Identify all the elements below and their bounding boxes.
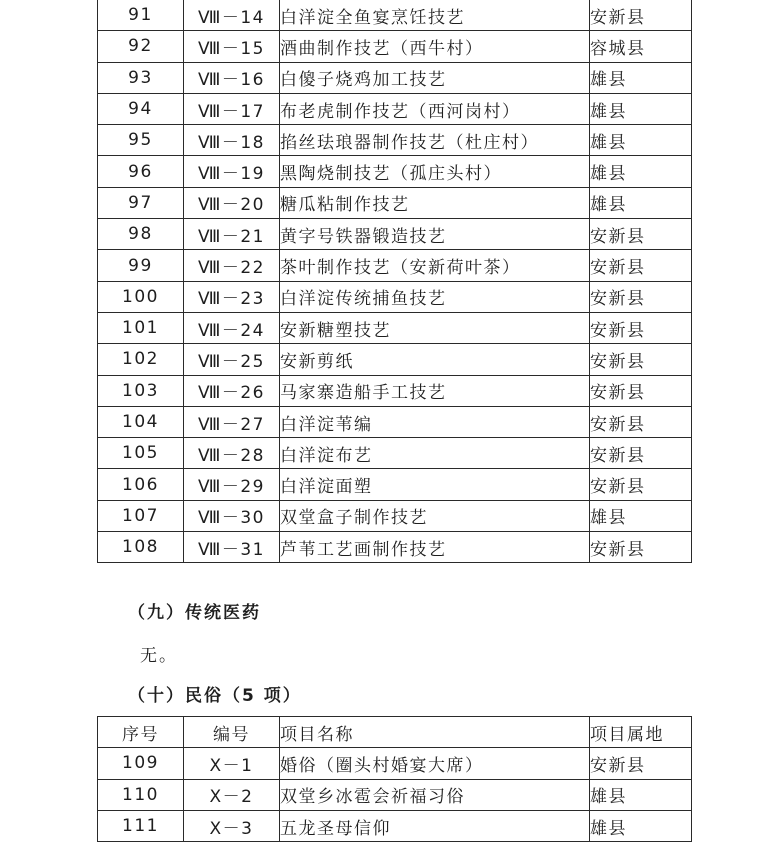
cell-no: 92 [98, 31, 184, 62]
cell-no: 104 [98, 406, 184, 437]
cell-code: Ⅷ－17 [184, 93, 280, 124]
table-header-row [98, 717, 692, 748]
cell-code: Ⅷ－31 [184, 532, 280, 563]
cell-name: 白傻子烧鸡加工技艺 [280, 62, 590, 93]
cell-no: 100 [98, 281, 184, 312]
cell-code: Ⅷ－19 [184, 156, 280, 187]
cell-place: 雄县 [590, 187, 692, 218]
cell-no: 97 [98, 187, 184, 218]
cell-place: 雄县 [590, 156, 692, 187]
cell-name: 芦苇工艺画制作技艺 [280, 532, 590, 563]
header-name: 项目名称 [280, 717, 590, 748]
heritage-table-crafts [97, 0, 692, 563]
cell-name: 双堂乡冰雹会祈福习俗 [280, 779, 590, 810]
cell-name: 安新剪纸 [280, 344, 590, 375]
cell-code: Ⅷ－15 [184, 31, 280, 62]
cell-name: 白洋淀面塑 [280, 469, 590, 500]
header-code: 编号 [184, 717, 280, 748]
cell-place: 雄县 [590, 810, 692, 841]
table-row [98, 406, 692, 437]
cell-no: 102 [98, 344, 184, 375]
cell-name: 黄字号铁器锻造技艺 [280, 219, 590, 250]
cell-place: 安新县 [590, 0, 692, 31]
cell-no: 103 [98, 375, 184, 406]
cell-no: 93 [98, 62, 184, 93]
cell-no: 111 [98, 810, 184, 841]
cell-place: 安新县 [590, 406, 692, 437]
table-row [98, 344, 692, 375]
cell-name: 白洋淀布艺 [280, 438, 590, 469]
cell-name: 糖瓜粘制作技艺 [280, 187, 590, 218]
cell-name: 婚俗（圈头村婚宴大席） [280, 748, 590, 779]
cell-no: 95 [98, 125, 184, 156]
table-row [98, 748, 692, 779]
cell-place: 安新县 [590, 532, 692, 563]
section-heading-folk-customs: （十）民俗（5 项） [128, 686, 302, 706]
cell-name: 茶叶制作技艺（安新荷叶茶） [280, 250, 590, 281]
cell-place: 雄县 [590, 125, 692, 156]
table-row [98, 532, 692, 563]
cell-no: 110 [98, 779, 184, 810]
cell-place: 雄县 [590, 500, 692, 531]
table-row [98, 779, 692, 810]
cell-code: Ⅹ－3 [184, 810, 280, 841]
cell-code: Ⅷ－18 [184, 125, 280, 156]
cell-code: Ⅷ－14 [184, 0, 280, 31]
cell-name: 布老虎制作技艺（西河岗村） [280, 93, 590, 124]
table-row [98, 219, 692, 250]
cell-no: 96 [98, 156, 184, 187]
table-row [98, 31, 692, 62]
cell-place: 容城县 [590, 31, 692, 62]
table-row [98, 281, 692, 312]
table-row [98, 250, 692, 281]
section-note-none: 无。 [140, 646, 178, 666]
cell-place: 安新县 [590, 469, 692, 500]
cell-name: 白洋淀苇编 [280, 406, 590, 437]
cell-name: 酒曲制作技艺（西牛村） [280, 31, 590, 62]
cell-place: 安新县 [590, 219, 692, 250]
cell-name: 双堂盒子制作技艺 [280, 500, 590, 531]
cell-code: Ⅷ－23 [184, 281, 280, 312]
table-row [98, 500, 692, 531]
cell-no: 91 [98, 0, 184, 31]
table-row [98, 62, 692, 93]
cell-code: Ⅷ－20 [184, 187, 280, 218]
cell-place: 安新县 [590, 312, 692, 343]
cell-name: 五龙圣母信仰 [280, 810, 590, 841]
table-row [98, 312, 692, 343]
cell-no: 107 [98, 500, 184, 531]
cell-code: Ⅷ－25 [184, 344, 280, 375]
cell-place: 雄县 [590, 62, 692, 93]
cell-no: 106 [98, 469, 184, 500]
cell-code: Ⅷ－27 [184, 406, 280, 437]
cell-code: Ⅷ－24 [184, 312, 280, 343]
cell-no: 108 [98, 532, 184, 563]
cell-name: 黑陶烧制技艺（孤庄头村） [280, 156, 590, 187]
cell-place: 雄县 [590, 779, 692, 810]
table-row [98, 438, 692, 469]
cell-name: 安新糖塑技艺 [280, 312, 590, 343]
table-row [98, 810, 692, 841]
header-place: 项目属地 [590, 717, 692, 748]
table-row [98, 125, 692, 156]
table-row [98, 375, 692, 406]
cell-name: 马家寨造船手工技艺 [280, 375, 590, 406]
heritage-table-customs [97, 716, 692, 842]
cell-code: Ⅷ－16 [184, 62, 280, 93]
cell-no: 99 [98, 250, 184, 281]
cell-place: 安新县 [590, 438, 692, 469]
cell-code: Ⅷ－21 [184, 219, 280, 250]
cell-place: 安新县 [590, 344, 692, 375]
table-row [98, 469, 692, 500]
cell-name: 掐丝珐琅器制作技艺（杜庄村） [280, 125, 590, 156]
cell-place: 安新县 [590, 250, 692, 281]
table-row [98, 0, 692, 31]
cell-no: 94 [98, 93, 184, 124]
cell-no: 109 [98, 748, 184, 779]
table-row [98, 187, 692, 218]
table-row [98, 93, 692, 124]
cell-no: 105 [98, 438, 184, 469]
cell-no: 98 [98, 219, 184, 250]
table-row [98, 156, 692, 187]
cell-code: Ⅷ－26 [184, 375, 280, 406]
cell-place: 安新县 [590, 748, 692, 779]
cell-place: 雄县 [590, 93, 692, 124]
cell-code: Ⅷ－30 [184, 500, 280, 531]
cell-code: Ⅷ－29 [184, 469, 280, 500]
cell-code: Ⅷ－22 [184, 250, 280, 281]
cell-place: 安新县 [590, 375, 692, 406]
cell-no: 101 [98, 312, 184, 343]
cell-code: Ⅷ－28 [184, 438, 280, 469]
cell-code: Ⅹ－1 [184, 748, 280, 779]
header-no: 序号 [98, 717, 184, 748]
cell-name: 白洋淀传统捕鱼技艺 [280, 281, 590, 312]
section-heading-traditional-medicine: （九）传统医药 [128, 603, 261, 623]
cell-place: 安新县 [590, 281, 692, 312]
cell-code: Ⅹ－2 [184, 779, 280, 810]
cell-name: 白洋淀全鱼宴烹饪技艺 [280, 0, 590, 31]
